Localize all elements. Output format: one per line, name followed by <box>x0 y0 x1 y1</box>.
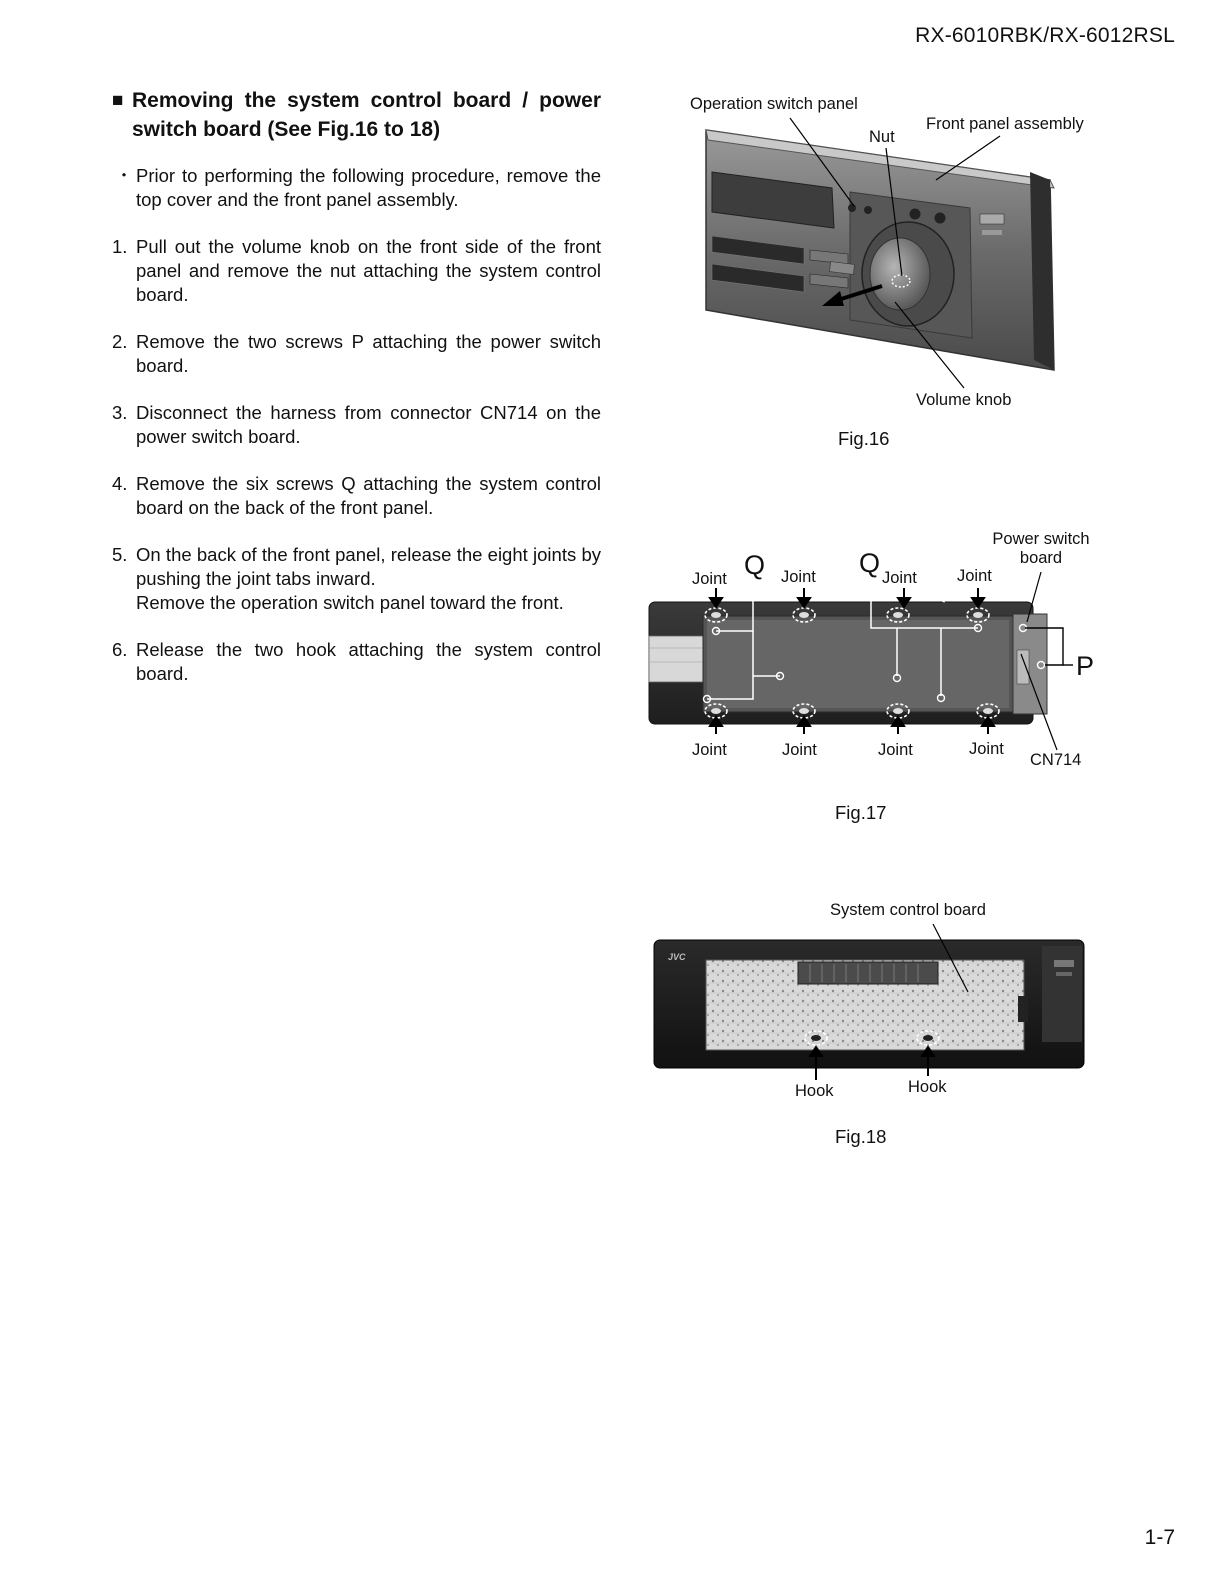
label-power-switch-board-text: Power switch board <box>992 530 1090 567</box>
section-heading <box>112 86 601 144</box>
label-front-panel-assembly: Front panel assembly <box>926 115 1084 133</box>
label-joint-bottom-3: Joint <box>878 741 913 759</box>
fig18-photo <box>650 898 1090 1156</box>
caption-fig17: Fig.17 <box>835 802 887 823</box>
figure-18 <box>650 898 1090 1156</box>
label-cn714: CN714 <box>1030 751 1082 769</box>
label-joint-bottom-1: Joint <box>692 741 727 759</box>
label-screw-q-right: Q <box>859 548 881 578</box>
heading-text: Removing the system control board / power switch board (See Fig.16 to 18) <box>132 89 601 141</box>
label-operation-switch-panel: Operation switch panel <box>690 95 858 113</box>
step-text: Remove the six screws Q attaching the system control board on the back of the front panel. <box>136 473 601 518</box>
label-joint-bottom-4: Joint <box>969 740 1004 758</box>
step-1 <box>112 235 601 307</box>
step-subtext: Remove the operation switch panel toward the front. <box>136 592 564 613</box>
step-number: 6. <box>112 639 128 660</box>
model-number: RX-6010RBK/RX-6012RSL <box>915 24 1175 47</box>
label-screw-q-left: Q <box>744 550 766 580</box>
label-joint-bottom-2: Joint <box>782 741 817 759</box>
step-4 <box>112 472 601 520</box>
brand-logo: JVC <box>668 952 686 962</box>
label-power-switch-board <box>987 530 1095 568</box>
label-volume-knob: Volume knob <box>916 391 1012 409</box>
label-hook-left: Hook <box>795 1082 834 1100</box>
page-number: 1-7 <box>1144 1526 1175 1549</box>
step-5 <box>112 543 601 615</box>
note-text: Prior to performing the following procedure, remove the top cover and the front panel assembly. <box>136 165 601 210</box>
label-joint-top-4: Joint <box>957 567 992 585</box>
caption-fig18: Fig.18 <box>835 1126 887 1147</box>
step-number: 2. <box>112 331 128 352</box>
figure-17 <box>645 528 1115 828</box>
caption-fig16: Fig.16 <box>838 428 890 449</box>
step-number: 4. <box>112 473 128 494</box>
step-2 <box>112 330 601 378</box>
step-text: Disconnect the harness from connector CN714 on the power switch board. <box>136 402 601 447</box>
step-text: Pull out the volume knob on the front side of the front panel and remove the nut attaching the system control board. <box>136 236 601 305</box>
step-number: 1. <box>112 236 128 257</box>
label-system-control-board: System control board <box>830 901 986 919</box>
prerequisite-note <box>112 164 601 212</box>
step-number: 3. <box>112 402 128 423</box>
step-text: On the back of the front panel, release the eight joints by pushing the joint tabs inward. <box>136 544 601 589</box>
step-3 <box>112 401 601 449</box>
note-bullet: ・ <box>114 165 134 186</box>
figure-16 <box>650 88 1120 448</box>
heading-marker: ■ <box>112 90 124 111</box>
label-nut: Nut <box>869 128 895 146</box>
instructions-column <box>112 86 601 709</box>
step-text: Remove the two screws P attaching the power switch board. <box>136 331 601 376</box>
label-hook-right: Hook <box>908 1078 947 1096</box>
step-6 <box>112 638 601 686</box>
label-screw-p: P <box>1076 651 1095 681</box>
step-text: Release the two hook attaching the system control board. <box>136 639 601 684</box>
label-joint-top-1: Joint <box>692 570 727 588</box>
label-joint-top-3: Joint <box>882 569 917 587</box>
step-number: 5. <box>112 544 128 565</box>
label-joint-top-2: Joint <box>781 568 816 586</box>
